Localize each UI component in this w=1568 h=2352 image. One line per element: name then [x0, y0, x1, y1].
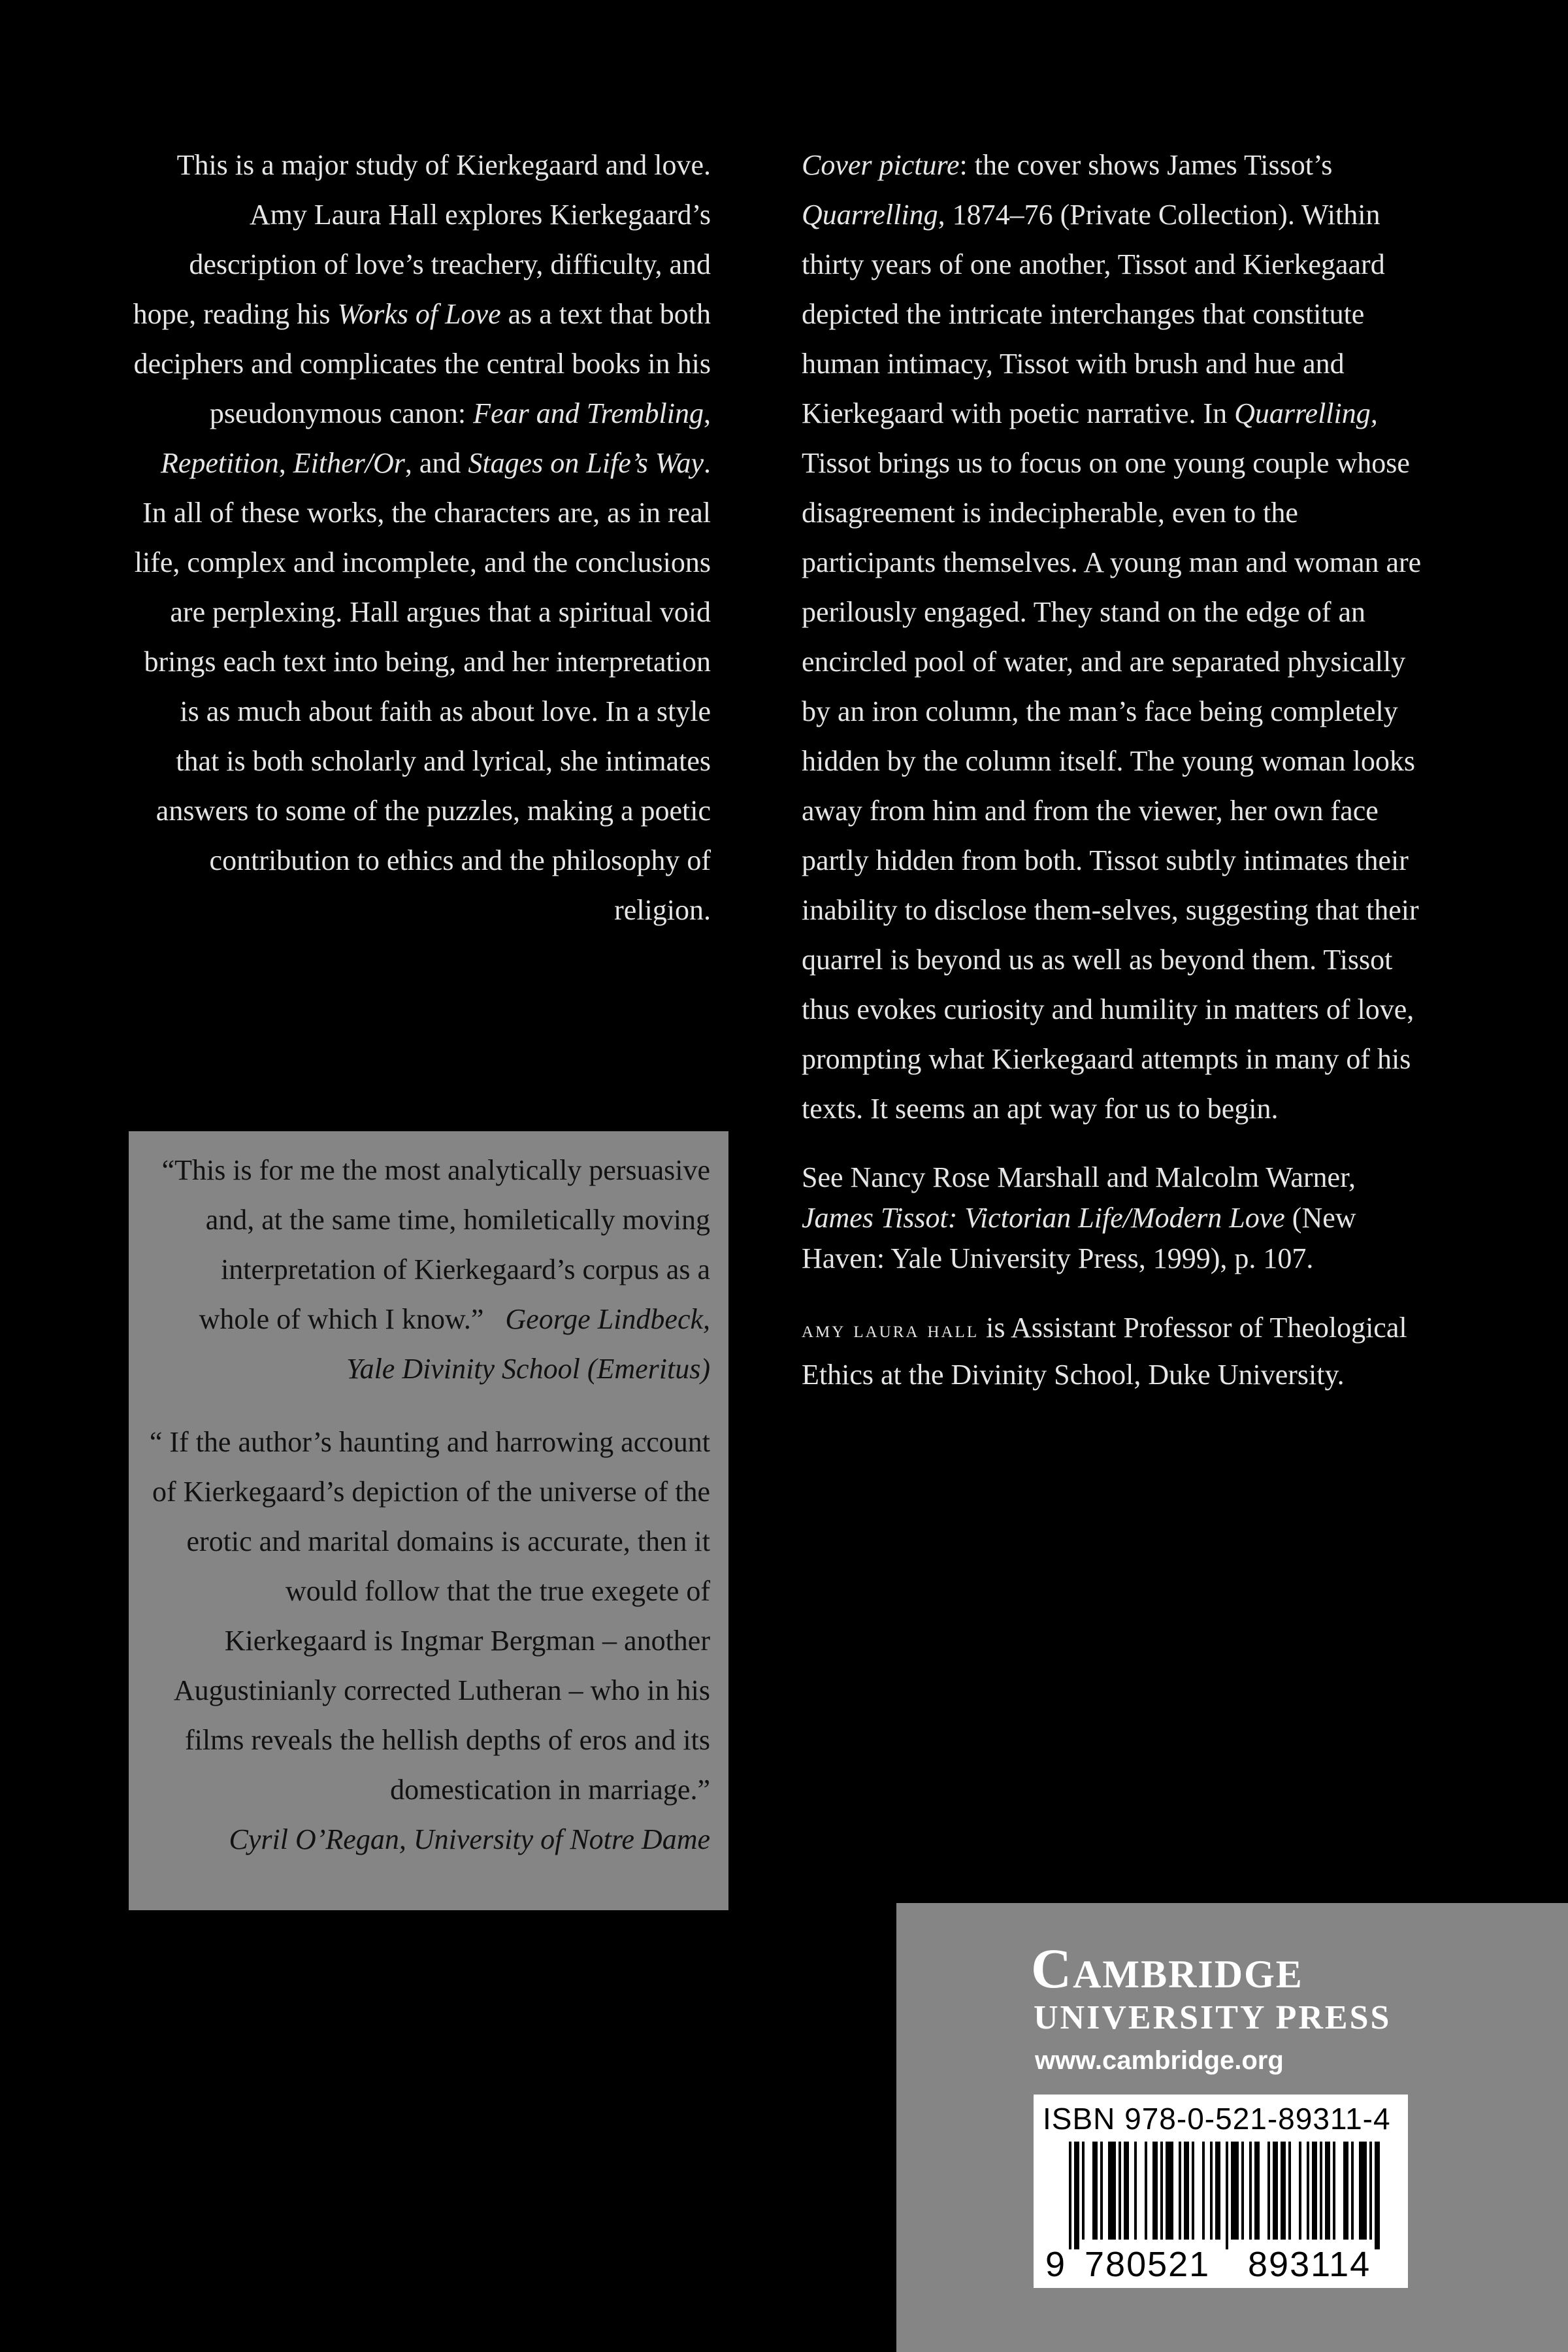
publisher-name: Cambridge — [1031, 1937, 1303, 2000]
blurb-text-1: This is a major study of Kierkegaard and love. Amy Laura Hall explores Kierkegaard’s description of love’s treachery, difficulty, and hope, reading his — [133, 149, 711, 330]
author-bio: amy laura hall is Assistant Professor of Theological Ethics at the Divinity School, Duke University. — [802, 1312, 1407, 1391]
barcode-bar — [1179, 2142, 1181, 2240]
barcode-bar — [1160, 2142, 1163, 2240]
blurb-title-fear: Fear and Trembling — [473, 397, 704, 429]
blurb-text-2: as a text that both deciphers and complicates the central books in his pseudonymous canon: — [133, 298, 711, 429]
barcode-bar — [1069, 2142, 1071, 2249]
barcode-bar — [1249, 2142, 1252, 2240]
reference-note: See Nancy Rose Marshall and Malcolm Warner, James Tissot: Victorian Life/Modern Love (New Haven: Yale University Press, 1999), p. 107. — [802, 1161, 1356, 1274]
isbn-barcode: ISBN 978-0-521-89311-4 9 780521 893114 — [1034, 2095, 1408, 2288]
barcode-bar — [1082, 2142, 1085, 2240]
barcode-bar — [1351, 2142, 1354, 2240]
barcode-bar — [1231, 2142, 1239, 2240]
barcode-icon — [1034, 2142, 1408, 2249]
back-cover-blurb: This is a major study of Kierkegaard and love. Amy Laura Hall explores Kierkegaard’s description of love’s treachery, difficulty, and hope, reading his Works of Love as a text that both deciphers and complicates the central books in his pseudonymous canon: Fear and Trembling, Repetition, Either/Or, and Stages on Life’s Way. In all of these works, the characters are, as in real life, complex and incomplete, and the conclusions are perplexing. Hall argues that a spiritual void brings each text into being, and her interpretation is as much about faith as about love. In a style that is both scholarly and lyrical, she intimates answers to some of the puzzles, making a poetic contribution to ethics and the philosophy of religion. — [133, 149, 711, 926]
barcode-bar — [1226, 2142, 1228, 2249]
blurb-title-repetition: Repetition — [160, 447, 279, 479]
blurb-title-works-of-love: Works of Love — [337, 298, 501, 330]
cover-note-text: Cover picture: the cover shows James Tissot’s Quarrelling, 1874–76 (Private Collection). Within thirty years of one another, Tissot and Kierkegaard depicted the intricate interchanges that constitute human intimacy, Tissot with brush and hue and Kierkegaard with poetic narrative. In Quarrelling, Tissot brings us to focus on one young couple whose disagreement is indecipherable, even to the participants themselves. A young man and woman are perilously engaged. They stand on the edge of an encircled pool of water, and are separated physically by an iron column, the man’s face being completely hidden by the column itself. The young woman looks away from him and from the viewer, her own face partly hidden from both. Tissot subtly intimates their inability to disclose them-selves, suggesting that their quarrel is beyond us as well as beyond them. Tissot thus evokes curiosity and humility in matters of love, prompting what Kierkegaard attempts in many of his texts. It seems an apt way for us to begin. — [802, 149, 1422, 1125]
barcode-bar — [1108, 2142, 1116, 2240]
barcode-bar — [1288, 2142, 1291, 2240]
endorsement-attribution: George Lindbeck, Yale Divinity School (Emeritus) — [346, 1303, 710, 1385]
barcode-bar — [1119, 2142, 1121, 2240]
cover-picture-note — [802, 141, 1432, 1398]
blurb-title-stages: Stages on Life’s Way — [468, 447, 704, 479]
barcode-bar — [1184, 2142, 1189, 2240]
endorsement-attribution: Cyril O’Regan, University of Notre Dame — [229, 1823, 710, 1855]
endorsement-quotes-panel — [129, 1131, 728, 1910]
barcode-bar — [1166, 2142, 1173, 2240]
barcode-bar — [1074, 2142, 1079, 2249]
blurb-title-either-or: Either/Or — [293, 447, 405, 479]
publisher-subtitle: UNIVERSITY PRESS — [1034, 1999, 1392, 2036]
barcode-bar — [1254, 2142, 1260, 2240]
endorsement-quote: “This is for me the most analytically persuasive and, at the same time, homiletically moving interpretation of Kierkegaard’s corpus as a whole of which I know.” George Lindbeck, Yale Divinity School (Emeritus) — [161, 1154, 710, 1385]
publisher-panel — [896, 1903, 1568, 2352]
barcode-bar — [1343, 2142, 1348, 2240]
barcode-bar — [1375, 2142, 1380, 2249]
barcode-bar — [1281, 2142, 1286, 2240]
barcode-bar — [1320, 2142, 1322, 2240]
barcode-bar — [1333, 2142, 1335, 2240]
barcode-bar — [1312, 2142, 1317, 2240]
barcode-bar — [1092, 2142, 1098, 2240]
barcode-bar — [1369, 2142, 1372, 2240]
barcode-bar — [1267, 2142, 1270, 2240]
barcode-bar — [1152, 2142, 1158, 2240]
barcode-bar — [1202, 2142, 1205, 2240]
blurb-text-3: . In all of these works, the characters are, as in real life, complex and incomplete, and the conclusions are perplexing. Hall argues that a spiritual void brings each text into being, and her interpretation is as much about faith as about love. In a style that is both scholarly and lyrical, she intimates answers to some of the puzzles, making a poetic contribution to ethics and the philosophy of religion. — [134, 447, 711, 926]
isbn-label: ISBN 978-0-521-89311-4 — [1043, 2102, 1391, 2136]
reference-title: James Tissot: Victorian Life/Modern Love — [802, 1202, 1285, 1234]
publisher-url: www.cambridge.org — [1035, 2046, 1284, 2075]
author-name: amy laura hall — [802, 1316, 979, 1342]
barcode-bar — [1359, 2142, 1367, 2240]
barcode-bar — [1145, 2142, 1147, 2240]
barcode-bar — [1100, 2142, 1103, 2240]
barcode-bar — [1241, 2142, 1244, 2240]
painting-title: Quarrelling — [802, 199, 938, 231]
barcode-bar — [1215, 2142, 1220, 2240]
barcode-bar — [1299, 2142, 1301, 2240]
barcode-bar — [1192, 2142, 1194, 2240]
barcode-bar — [1134, 2142, 1137, 2240]
barcode-bar — [1210, 2142, 1213, 2240]
barcode-bar — [1124, 2142, 1129, 2240]
barcode-bar — [1325, 2142, 1330, 2240]
barcode-bar — [1273, 2142, 1278, 2240]
barcode-bar — [1307, 2142, 1309, 2240]
endorsement-quote: “ If the author’s haunting and harrowing account of Kierkegaard’s depiction of the universe of the erotic and marital domains is accurate, then it would follow that the true exegete of Kierkegaard is Ingmar Bergman – another Augustinianly corrected Lutheran – who in his films reveals the hellish depths of eros and its domestication in marriage.” Cyril O’Regan, University of Notre Dame — [149, 1426, 710, 1855]
